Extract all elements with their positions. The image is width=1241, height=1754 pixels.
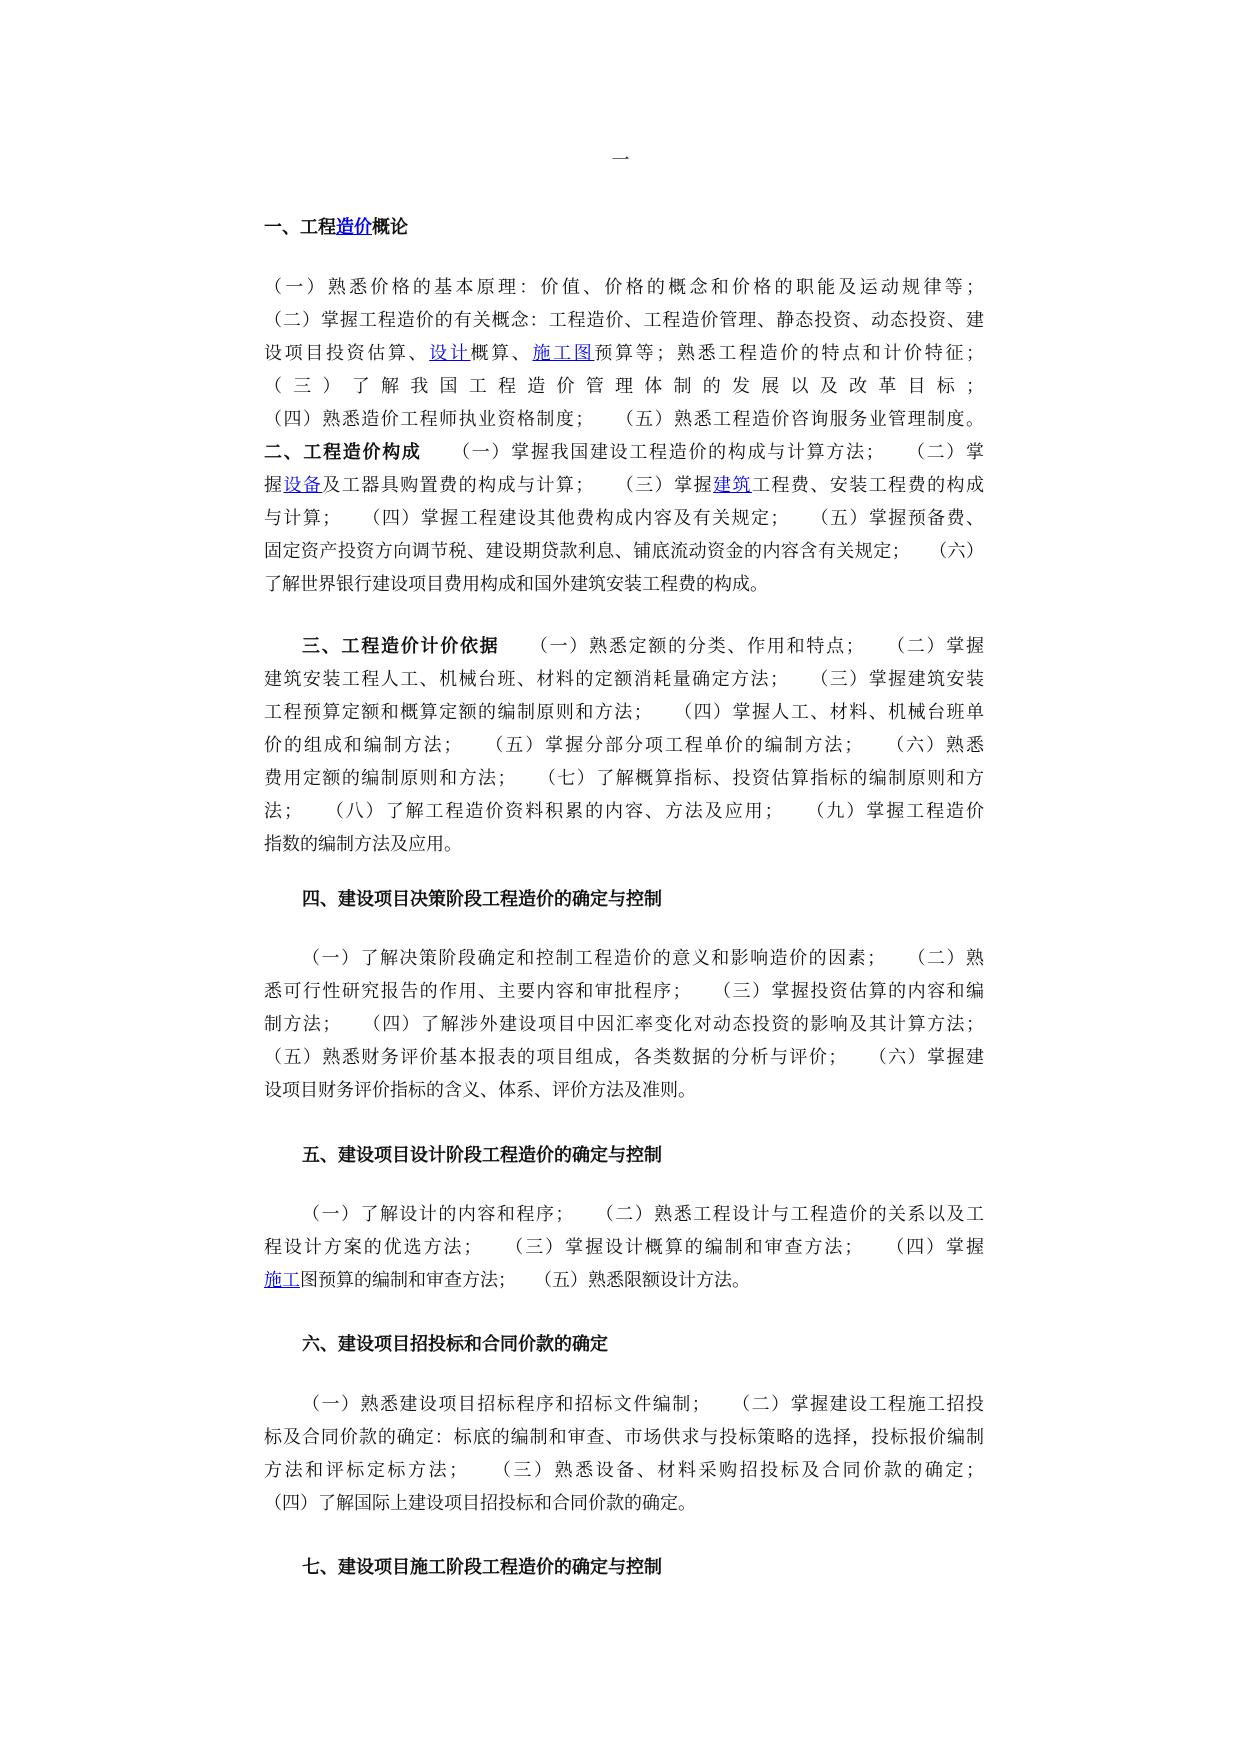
s6-line-1: （一）熟悉建设项目招标程序和招标文件编制； （二）掌握建设工程施工招投	[302, 1394, 984, 1415]
s5-line-3-rest: 图预算的编制和审查方法； （五）熟悉限额设计方法。	[300, 1270, 750, 1291]
s2-line-5: 了解世界银行建设项目费用构成和国外建筑安装工程费的构成。	[264, 574, 768, 595]
s3-line-5: 费用定额的编制原则和方法； （七）了解概算指标、投资估算指标的编制原则和方	[264, 768, 984, 789]
section-1-heading-text: 一、工程	[264, 217, 336, 238]
section-7-heading: 七、建设项目施工阶段工程造价的确定与控制	[302, 1557, 662, 1578]
section-1-body	[264, 271, 984, 436]
s4-line-4: （五）熟悉财务评价基本报表的项目组成，各类数据的分析与评价； （六）掌握建	[264, 1047, 984, 1068]
s1-line-2: （二）掌握工程造价的有关概念：工程造价、工程造价管理、静态投资、动态投资、建	[264, 310, 984, 331]
section-4-body	[264, 942, 984, 1107]
link-zaojia[interactable]: 造价	[336, 217, 372, 238]
s1-line-3-a: 设项目投资估算、	[264, 343, 430, 364]
s4-line-3: 制方法； （四）了解涉外建设项目中因汇率变化对动态投资的影响及其计算方法；	[264, 1014, 984, 1035]
link-shigongtu[interactable]: 施工图	[532, 343, 595, 364]
s2-line-1	[264, 436, 984, 469]
s3-line-4: 价的组成和编制方法； （五）掌握分部分项工程单价的编制方法； （六）熟悉	[264, 735, 984, 756]
s1-line-5: （四）熟悉造价工程师执业资格制度； （五）熟悉工程造价咨询服务业管理制度。	[264, 409, 984, 430]
s3-line-3: 工程预算定额和概算定额的编制原则和方法； （四）掌握人工、材料、机械台班单	[264, 702, 984, 723]
page-header-mark: 一	[611, 150, 630, 171]
s3-line-1	[264, 630, 984, 663]
section-5-heading: 五、建设项目设计阶段工程造价的确定与控制	[302, 1145, 662, 1166]
link-shebei[interactable]: 设备	[283, 475, 323, 496]
section-2-heading: 二、工程造价构成	[264, 442, 422, 463]
section-2-body	[264, 436, 984, 601]
s6-line-4: （四）了解国际上建设项目招投标和合同价款的确定。	[264, 1493, 696, 1514]
s2-line-1-rest: （一）掌握我国建设工程造价的构成与计算方法； （二）掌	[421, 442, 985, 463]
s3-line-2: 建筑安装工程人工、机械台班、材料的定额消耗量确定方法； （三）掌握建筑安装	[264, 669, 984, 690]
s5-line-3	[264, 1264, 984, 1297]
s1-line-4: （三）了解我国工程造价管理体制的发展以及改革目标；	[264, 376, 984, 397]
section-6-body	[264, 1388, 984, 1520]
s2-line-2-b: 及工器具购置费的构成与计算； （三）掌握	[322, 475, 714, 496]
link-sheji[interactable]: 设计	[429, 343, 471, 364]
link-shigong[interactable]: 施工	[264, 1270, 300, 1291]
s1-line-1: （一）熟悉价格的基本原理：价值、价格的概念和价格的职能及运动规律等；	[264, 277, 984, 298]
s6-line-2: 标及合同价款的确定：标底的编制和审查、市场供求与投标策略的选择，投标报价编制	[264, 1427, 984, 1448]
section-1-heading	[264, 216, 408, 240]
s4-line-1: （一）了解决策阶段确定和控制工程造价的意义和影响造价的因素； （二）熟	[302, 948, 984, 969]
section-4-heading: 四、建设项目决策阶段工程造价的确定与控制	[302, 889, 662, 910]
s1-line-3-b: 概算、	[470, 343, 533, 364]
s2-line-2-a: 握	[264, 475, 284, 496]
s6-line-3: 方法和评标定标方法； （三）熟悉设备、材料采购招投标及合同价款的确定；	[264, 1460, 984, 1481]
s5-line-1: （一）了解设计的内容和程序； （二）熟悉工程设计与工程造价的关系以及工	[302, 1204, 984, 1225]
s3-line-7: 指数的编制方法及应用。	[264, 834, 462, 855]
s4-line-2: 悉可行性研究报告的作用、主要内容和审批程序； （三）掌握投资估算的内容和编	[264, 981, 984, 1002]
s3-line-6: 法； （八）了解工程造价资料积累的内容、方法及应用； （九）掌握工程造价	[264, 801, 984, 822]
s2-line-2-c: 工程费、安装工程费的构成	[751, 475, 985, 496]
section-1-heading-tail: 概论	[372, 217, 408, 238]
s1-line-3-c: 预算等；熟悉工程造价的特点和计价特征；	[594, 343, 985, 364]
s5-line-2: 程设计方案的优选方法； （三）掌握设计概算的编制和审查方法； （四）掌握	[264, 1237, 984, 1258]
link-jianzhu[interactable]: 建筑	[713, 475, 752, 496]
s2-line-4: 固定资产投资方向调节税、建设期贷款利息、铺底流动资金的内容含有关规定； （六）	[264, 541, 984, 562]
section-6-heading: 六、建设项目招投标和合同价款的确定	[302, 1334, 608, 1355]
s2-line-2	[264, 469, 984, 502]
section-5-body	[264, 1198, 984, 1297]
s3-line-1-rest: （一）熟悉定额的分类、作用和特点； （二）掌握	[499, 636, 985, 657]
s2-line-3: 与计算； （四）掌握工程建设其他费构成内容及有关规定； （五）掌握预备费、	[264, 508, 984, 529]
s1-line-3	[264, 337, 984, 370]
section-3-heading: 三、工程造价计价依据	[302, 636, 500, 657]
s4-line-5: 设项目财务评价指标的含义、体系、评价方法及准则。	[264, 1080, 696, 1101]
section-3-body	[264, 630, 984, 861]
